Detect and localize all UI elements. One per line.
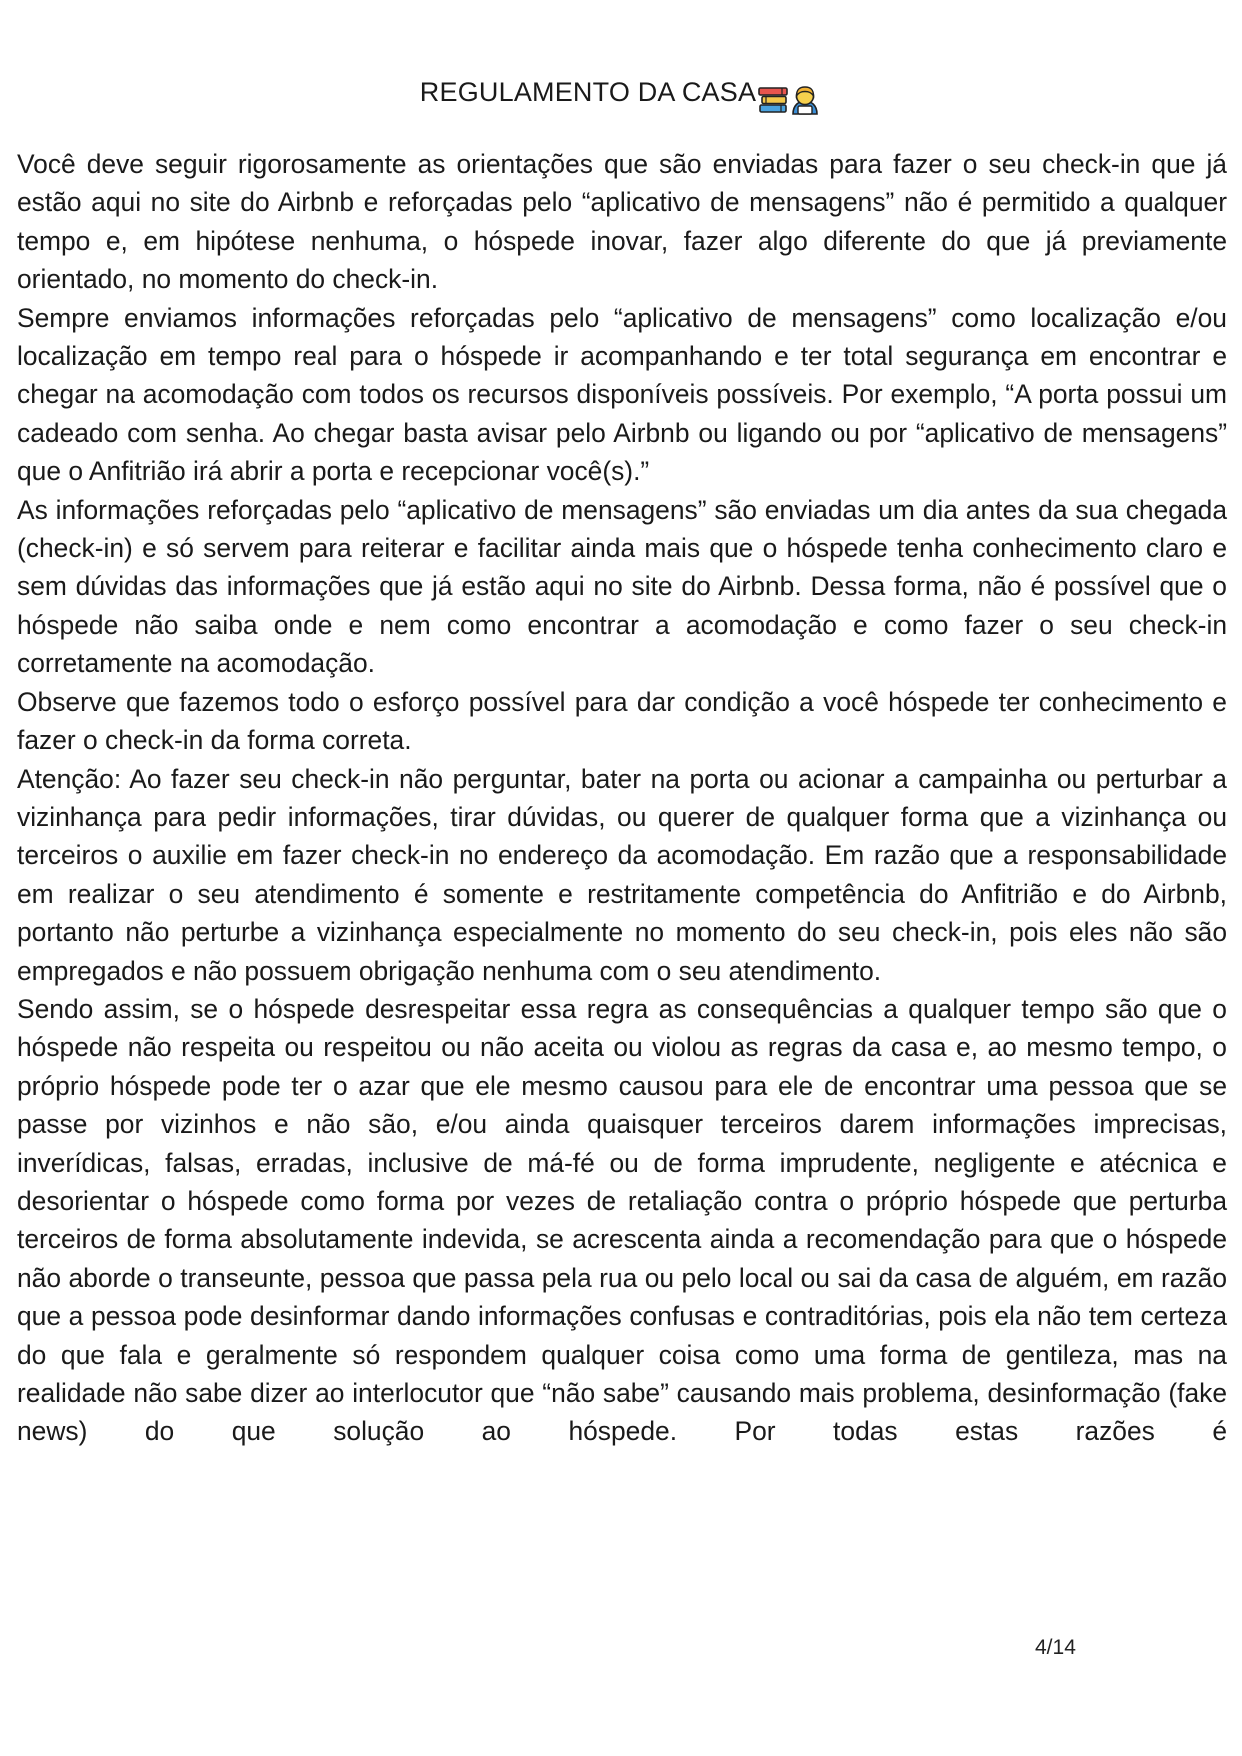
paragraph-consequences: Sendo assim, se o hóspede desrespeitar essa regra as consequências a qualquer tempo são que o hóspede não respeita ou respeitou ou não aceita ou violou as regras da casa e, ao mesmo tempo, o próprio hóspede pode ter o azar que ele mesmo causou para ele de encontrar uma pessoa que se passe por vizinhos e não são, e/ou ainda quaisquer terceiros darem informações imprecisas, inverídicas, falsas, erradas, inclusive de má-fé ou de forma imprudente, negligente e atécnica e desorientar o hóspede como forma por vezes de retaliação contra o próprio hóspede que perturba terceiros de forma absolutamente indevida, se acrescenta ainda a recomendação para que o hóspede não aborde o transeunte, pessoa que passa pela rua ou pelo local ou sai da casa de alguém, em razão que a pessoa pode desinformar dando informações confusas e contraditórias, pois ela não tem certeza do que fala e geralmente só respondem qualquer coisa como uma forma de gentileza, mas na realidade não sabe dizer ao interlocutor que “não sabe” causando mais problema, desinformação (fake news) do que solução ao hóspede. Por todas estas razões é (17, 993, 1227, 1447)
page-number: 4/14 (1035, 1636, 1076, 1659)
paragraph-attention-neighbors: Atenção: Ao fazer seu check-in não perguntar, bater na porta ou acionar a campainha ou perturbar a vizinhança para pedir informações, tirar dúvidas, ou querer de qualquer forma que a vizinhança ou terceiros o auxilie em fazer check-in no endereço da acomodação. Em razão que a responsabilidade em realizar o seu atendimento é somente e restritamente competência do Anfitrião e do Airbnb, portanto não perturbe a vizinhança especialmente no momento do seu check-in, pois eles não são empregados e não possuem obrigação nenhuma com o seu atendimento. (17, 763, 1227, 986)
document-title-row (0, 72, 1242, 118)
document-body (17, 145, 1227, 1451)
paragraph-effort-note: Observe que fazemos todo o esforço possível para dar condição a você hóspede ter conhecimento e fazer o check-in da forma correta. (17, 686, 1227, 756)
person-sunbathing-icon (788, 83, 822, 113)
paragraph-location-info: Sempre enviamos informações reforçadas pelo “aplicativo de mensagens” como localização e/ou localização em tempo real para o hóspede ir acompanhando e ter total segurança em encontrar e chegar na acomodação com todos os recursos disponíveis possíveis. Por exemplo, “A porta possui um cadeado com senha. Ao chegar basta avisar pelo Airbnb ou ligando ou por “aplicativo de mensagens” que o Anfitrião irá abrir a porta e recepcionar você(s).” (17, 302, 1227, 487)
document-title: REGULAMENTO DA CASA (419, 77, 757, 107)
paragraph-checkin-guidelines: Você deve seguir rigorosamente as orientações que são enviadas para fazer o seu check-in que já estão aqui no site do Airbnb e reforçadas pelo “aplicativo de mensagens” não é permitido a qualquer tempo e, em hipótese nenhuma, o hóspede inovar, fazer algo diferente do que já previamente orientado, no momento do check-in. (17, 149, 1227, 295)
books-icon (758, 83, 788, 113)
paragraph-message-timing: As informações reforçadas pelo “aplicativo de mensagens” são enviadas um dia antes da sua chegada (check-in) e só servem para reiterar e facilitar ainda mais que o hóspede tenha conhecimento claro e sem dúvidas das informações que já estão aqui no site do Airbnb. Dessa forma, não é possível que o hóspede não saiba onde e nem como encontrar a acomodação e como fazer o seu check-in corretamente na acomodação. (17, 494, 1227, 679)
title-emoji-group (758, 78, 822, 118)
